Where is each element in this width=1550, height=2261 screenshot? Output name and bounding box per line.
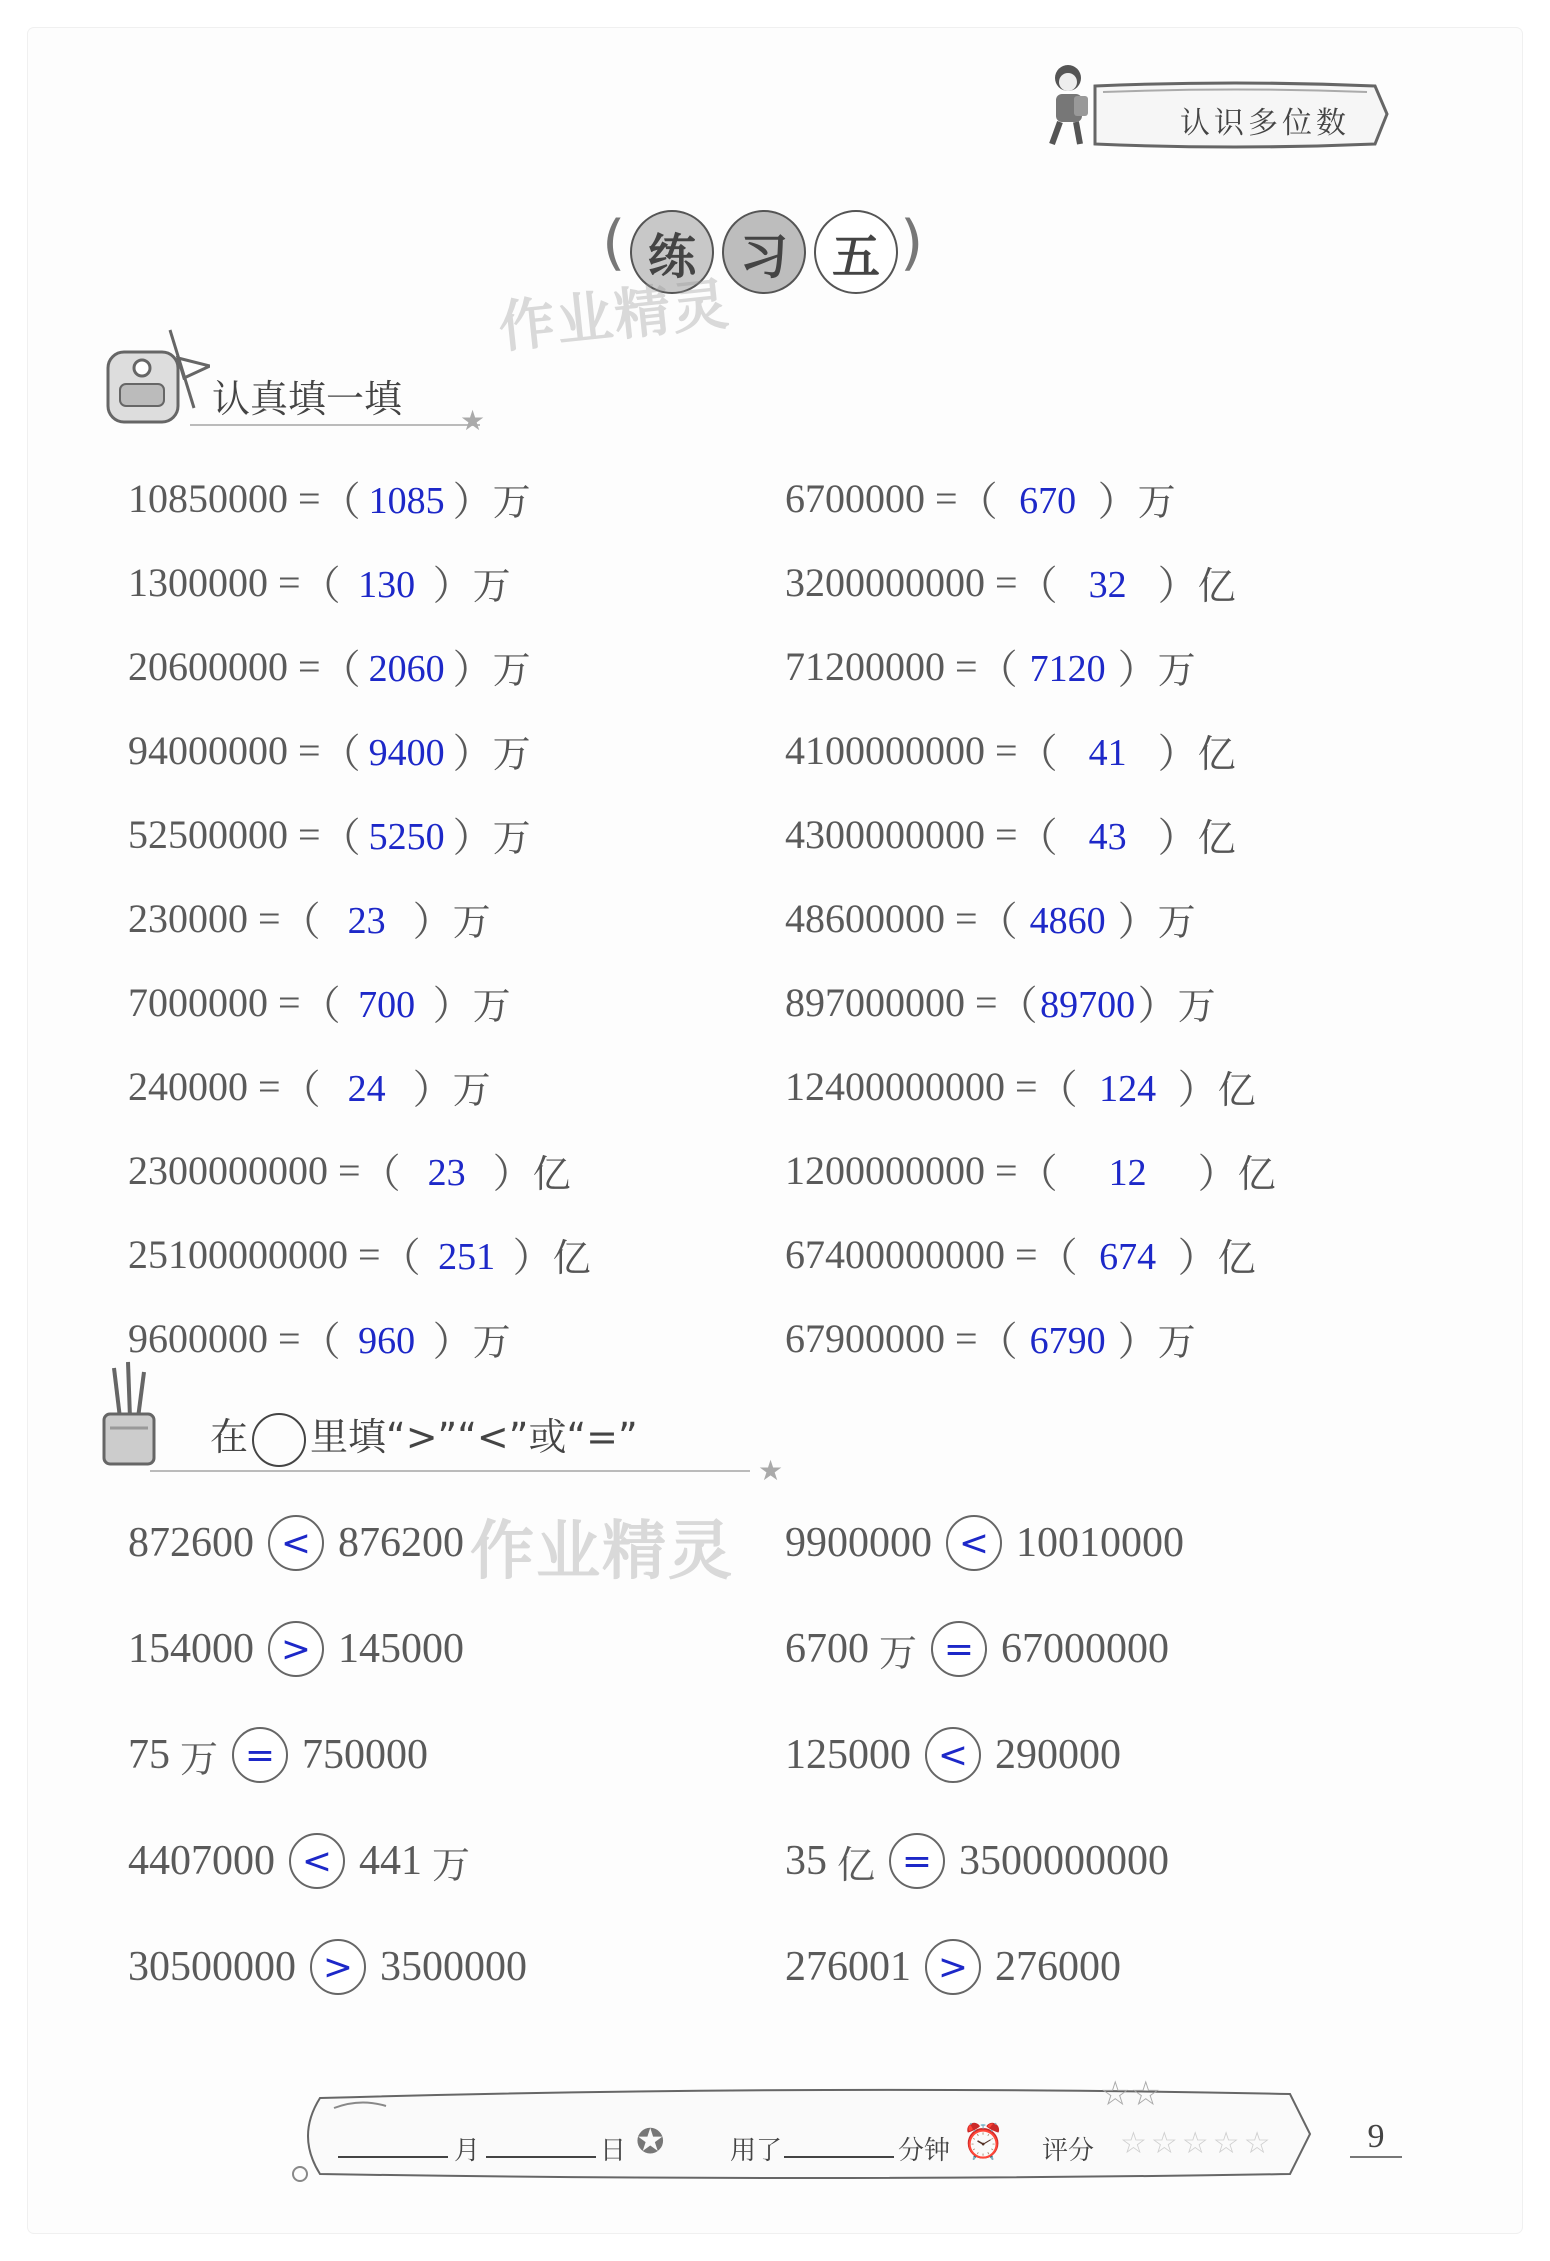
pencil-cup-icon [100,1358,160,1468]
label-suffix: 里填“>”“<”或“=” [310,1415,638,1459]
chapter-tag-text: 认识多位数 [1180,106,1350,141]
score-label: 评分 [1042,2136,1095,2166]
compare-row-right-5 [785,1936,1121,1998]
fill-row-left-10: 25100000000 = （ 251 ） 亿 [128,1224,591,1284]
expression: 20600000 = [128,643,321,689]
right-number: 290000 [995,1732,1121,1778]
answer-blank[interactable]: 124 [1099,1068,1157,1110]
label-prefix: 在 [210,1415,249,1459]
expression: 2300000000 = [128,1147,361,1193]
unit-label: 万 [492,647,531,692]
chapter-tag [1075,78,1395,152]
fill-row-right-5: 4300000000 = （ 43 ） 亿 [785,804,1236,864]
unit-label: 亿 [552,1235,591,1280]
section-fill-in-header [100,322,500,437]
comparison-circle[interactable]: = [232,1727,288,1783]
fill-row-left-11: 9600000 = （ 960 ） 万 [128,1308,511,1368]
section-underline [150,1470,750,1472]
right-number: 67000000 [1001,1626,1170,1672]
fill-row-right-9: 1200000000 = （ 12 ） 亿 [785,1140,1276,1200]
month-blank[interactable] [338,2156,448,2158]
compare-row-right-2 [785,1618,1169,1680]
answer-blank[interactable]: 23 [427,1152,466,1194]
comparison-circle[interactable]: > [310,1939,366,1995]
expression: 1300000 = [128,559,301,605]
unit-label: 万 [1157,1319,1196,1364]
rating-stars-icon[interactable]: ☆☆☆☆☆ [1120,2127,1275,2160]
left-number: 75 [128,1732,170,1778]
right-number: 3500000000 [959,1838,1170,1884]
left-number: 276001 [785,1944,911,1990]
fill-row-right-6: 48600000 = （ 4860 ） 万 [785,888,1196,948]
fill-row-left-3: 20600000 = （ 2060 ） 万 [128,636,531,696]
minutes-blank[interactable] [784,2156,894,2158]
fill-row-right-11: 67900000 = （ 6790 ） 万 [785,1308,1196,1368]
comparison-circle[interactable]: > [925,1939,981,1995]
answer-blank[interactable]: 6790 [1029,1320,1106,1362]
unit-label: 亿 [1197,815,1236,860]
expression: 3200000000 = [785,559,1018,605]
star-icon: ★ [460,406,486,437]
left-unit: 万 [879,1630,918,1675]
right-number: 876200 [338,1520,464,1566]
right-number: 750000 [302,1732,429,1778]
compare-row-right-3 [785,1724,1121,1786]
left-number: 872600 [128,1520,254,1566]
comparison-circle[interactable]: < [289,1833,345,1889]
fill-row-left-5: 52500000 = （ 5250 ） 万 [128,804,531,864]
title-char-1: 练 [630,210,714,294]
fill-row-left-9: 2300000000 = （ 23 ） 亿 [128,1140,571,1200]
compare-row-left-1 [128,1512,464,1574]
fill-row-right-4: 4100000000 = （ 41 ） 亿 [785,720,1236,780]
title-left-swirl: ( [602,208,626,278]
day-blank[interactable] [486,2156,596,2158]
unit-label: 万 [492,479,531,524]
left-unit: 亿 [837,1842,876,1887]
expression: 6700000 = [785,475,958,521]
answer-blank[interactable]: 5250 [368,816,445,858]
comparison-circle[interactable]: < [946,1515,1002,1571]
unit-label: 万 [1177,983,1216,1028]
compare-row-left-3 [128,1724,428,1786]
expression: 67400000000 = [785,1231,1038,1277]
fill-row-left-4: 94000000 = （ 9400 ） 万 [128,720,531,780]
star-icon: ★ [758,1456,784,1487]
expression: 7000000 = [128,979,301,1025]
empty-circle-icon [252,1413,306,1467]
title-char-2: 习 [722,210,806,294]
left-number: 35 [785,1838,827,1884]
answer-blank[interactable]: 12 [1108,1152,1147,1194]
expression: 25100000000 = [128,1231,381,1277]
expression: 10850000 = [128,475,321,521]
watermark-middle: 作业精灵 [470,1515,734,1589]
medal-icon: ✪ [636,2124,665,2161]
page-number: 9 [1350,2118,1402,2158]
fill-row-left-7: 7000000 = （ 700 ） 万 [128,972,511,1032]
answer-blank[interactable]: 24 [347,1068,386,1110]
answer-blank[interactable]: 700 [358,984,416,1026]
unit-label: 万 [472,563,511,608]
title-right-swirl: ) [900,208,924,278]
fill-row-left-8: 240000 = （ 24 ） 万 [128,1056,491,1116]
section-fill-in-label: 认真填一填 [212,377,403,421]
expression: 1200000000 = [785,1147,1018,1193]
compare-row-left-5 [128,1936,527,1998]
answer-blank[interactable]: 130 [358,564,416,606]
expression: 230000 = [128,895,281,941]
answer-blank[interactable]: 960 [358,1320,416,1362]
fill-row-right-3: 71200000 = （ 7120 ） 万 [785,636,1196,696]
right-unit: 万 [432,1842,471,1887]
watermark-top: 作业精灵 [495,272,734,361]
star-icon: ☆☆ [1100,2076,1161,2113]
left-number: 6700 [785,1626,869,1672]
alarm-clock-icon: ⏰ [962,2124,1005,2161]
section-compare-label [210,1406,638,1467]
fill-row-right-10: 67400000000 = （ 674 ） 亿 [785,1224,1256,1284]
answer-blank[interactable]: 9400 [368,732,445,774]
unit-label: 万 [472,983,511,1028]
unit-label: 万 [1137,479,1176,524]
minutes-label: 分钟 [898,2136,951,2166]
right-number: 145000 [338,1626,464,1672]
compare-row-right-1 [785,1512,1184,1574]
comparison-circle[interactable]: = [931,1621,987,1677]
unit-label: 万 [492,815,531,860]
day-label: 日 [600,2136,627,2166]
answer-blank[interactable]: 251 [438,1236,496,1278]
expression: 4300000000 = [785,811,1018,857]
unit-label: 万 [452,1067,491,1112]
answer-blank[interactable]: 23 [347,900,386,942]
comparison-circle[interactable]: > [268,1621,324,1677]
answer-blank[interactable]: 32 [1088,564,1127,606]
fill-row-right-7: 897000000 = （ 89700 ） 万 [785,972,1216,1032]
unit-label: 亿 [1237,1151,1276,1196]
answer-blank[interactable]: 670 [1019,480,1077,522]
expression: 94000000 = [128,727,321,773]
fill-row-left-2: 1300000 = （ 130 ） 万 [128,552,511,612]
compare-row-left-2 [128,1618,464,1680]
footer-record-bar [290,2078,1320,2188]
right-number: 3500000 [380,1944,527,1990]
unit-label: 亿 [532,1151,571,1196]
left-number: 30500000 [128,1944,296,1990]
answer-blank[interactable]: 2060 [368,648,445,690]
backpack-icon [100,322,210,432]
comparison-circle[interactable]: = [889,1833,945,1889]
time-used-label: 用了 [730,2136,783,2166]
fill-row-right-8: 12400000000 = （ 124 ） 亿 [785,1056,1256,1116]
unit-label: 万 [452,899,491,944]
expression: 12400000000 = [785,1063,1038,1109]
right-number: 276000 [995,1944,1121,1990]
answer-blank[interactable]: 674 [1099,1236,1157,1278]
expression: 240000 = [128,1063,281,1109]
expression: 4100000000 = [785,727,1018,773]
title-char-3: 五 [814,210,898,294]
answer-blank[interactable]: 89700 [1040,984,1136,1026]
unit-label: 万 [1157,899,1196,944]
expression: 52500000 = [128,811,321,857]
expression: 897000000 = [785,979,998,1025]
fill-row-left-6: 230000 = （ 23 ） 万 [128,888,491,948]
expression: 48600000 = [785,895,978,941]
right-number: 10010000 [1016,1520,1184,1566]
answer-blank[interactable]: 7120 [1029,648,1106,690]
fill-row-left-1: 10850000 = （ 1085 ） 万 [128,468,531,528]
compare-row-left-4 [128,1830,470,1892]
left-number: 125000 [785,1732,911,1778]
left-number: 154000 [128,1626,254,1672]
compare-row-right-4 [785,1830,1169,1892]
unit-label: 亿 [1217,1235,1256,1280]
answer-blank[interactable]: 41 [1088,732,1127,774]
answer-blank[interactable]: 43 [1088,816,1127,858]
unit-label: 万 [472,1319,511,1364]
unit-label: 亿 [1197,563,1236,608]
unit-label: 亿 [1197,731,1236,776]
answer-blank[interactable]: 4860 [1029,900,1106,942]
answer-blank[interactable]: 1085 [368,480,445,522]
unit-label: 万 [1157,647,1196,692]
expression: 9600000 = [128,1315,301,1361]
section-compare-header [100,1358,800,1487]
section-underline [190,424,480,426]
comparison-circle[interactable]: < [925,1727,981,1783]
fill-row-right-1: 6700000 = （ 670 ） 万 [785,468,1176,528]
left-number: 4407000 [128,1838,275,1884]
comparison-circle[interactable]: < [268,1515,324,1571]
right-number: 441 [359,1838,422,1884]
expression: 71200000 = [785,643,978,689]
expression: 67900000 = [785,1315,978,1361]
left-number: 9900000 [785,1520,932,1566]
fill-row-right-2: 3200000000 = （ 32 ） 亿 [785,552,1236,612]
month-label: 月 [454,2136,481,2166]
unit-label: 万 [492,731,531,776]
left-unit: 万 [180,1736,219,1781]
unit-label: 亿 [1217,1067,1256,1112]
